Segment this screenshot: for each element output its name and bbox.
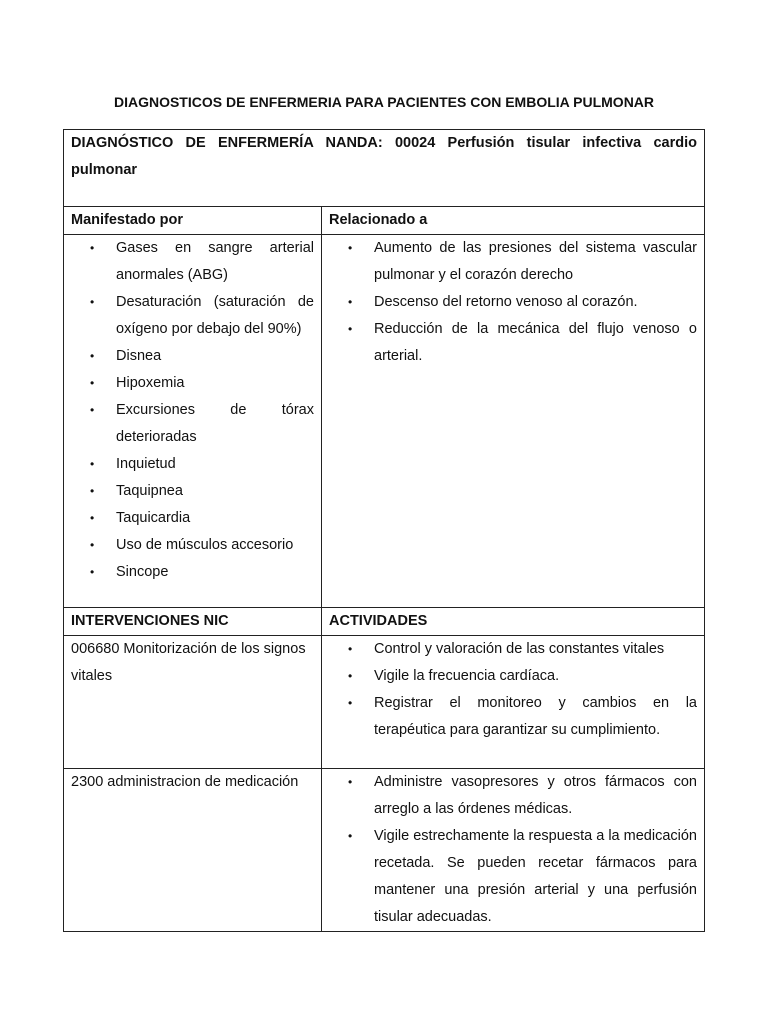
list-item xyxy=(71,478,314,505)
bullet-icon: • xyxy=(348,241,353,255)
header-intervenciones: INTERVENCIONES NIC xyxy=(64,608,322,636)
bullet-icon: • xyxy=(348,829,353,843)
header-manifestado: Manifestado por xyxy=(64,207,322,235)
list-item xyxy=(329,663,697,690)
activities-list xyxy=(329,636,697,744)
diagnosis-row xyxy=(64,130,705,207)
bullet-icon: • xyxy=(90,565,95,579)
list-item xyxy=(329,823,697,931)
list-item xyxy=(329,289,697,316)
activities-cell xyxy=(322,636,705,769)
activities-list xyxy=(329,769,697,931)
diagnosis-text: DIAGNÓSTICO DE ENFERMERÍA NANDA: 00024 Perfusión tisular infectiva cardio pulmonar xyxy=(71,135,697,178)
list-item xyxy=(71,559,314,586)
list-item-text: Taquipnea xyxy=(116,483,183,499)
list-item xyxy=(71,451,314,478)
list-item xyxy=(329,636,697,663)
intervention-header-row xyxy=(64,608,705,636)
list-item xyxy=(71,289,314,343)
list-item-text: Hipoxemia xyxy=(116,375,185,391)
list-item-text: Registrar el monitoreo y cambios en la terapéutica para garantizar su cumplimiento. xyxy=(374,695,697,738)
relacionado-list xyxy=(329,235,697,370)
list-item-text: Desaturación (saturación de oxígeno por debajo del 90%) xyxy=(116,294,314,337)
list-item-text: Administre vasopresores y otros fármacos con arreglo a las órdenes médicas. xyxy=(374,774,697,817)
bullet-icon: • xyxy=(348,322,353,336)
header-actividades: ACTIVIDADES xyxy=(322,608,705,636)
intervention-name: 2300 administracion de medicación xyxy=(64,769,322,932)
list-item xyxy=(329,769,697,823)
manifestado-list xyxy=(71,235,314,586)
bullet-icon: • xyxy=(90,511,95,525)
list-item-text: Disnea xyxy=(116,348,162,364)
list-item-text: Vigile la frecuencia cardíaca. xyxy=(374,668,560,684)
list-item-text: Vigile estrechamente la respuesta a la medicación recetada. Se pueden recetar fármacos para mantener una presión arterial y una perfusión tisular adecuadas. xyxy=(374,828,697,925)
list-item xyxy=(71,235,314,289)
relacionado-cell xyxy=(322,235,705,608)
bullet-icon: • xyxy=(348,642,353,656)
page-title: DIAGNOSTICOS DE ENFERMERIA PARA PACIENTES CON EMBOLIA PULMONAR xyxy=(113,94,655,110)
list-item xyxy=(71,397,314,451)
manifest-content-row xyxy=(64,235,705,608)
list-item-text: Control y valoración de las constantes vitales xyxy=(374,641,665,657)
activities-cell xyxy=(322,769,705,932)
intervention-row xyxy=(64,636,705,769)
header-relacionado: Relacionado a xyxy=(322,207,705,235)
bullet-icon: • xyxy=(348,295,353,309)
diagnosis-cell xyxy=(64,130,705,207)
list-item-text: Gases en sangre arterial anormales (ABG) xyxy=(116,240,314,283)
manifest-header-row xyxy=(64,207,705,235)
list-item xyxy=(329,316,697,370)
list-item-text: Uso de músculos accesorio xyxy=(116,537,294,553)
list-item xyxy=(329,235,697,289)
list-item xyxy=(71,343,314,370)
list-item xyxy=(329,690,697,744)
intervention-row xyxy=(64,769,705,932)
bullet-icon: • xyxy=(90,349,95,363)
list-item-text: Reducción de la mecánica del flujo venoso o arterial. xyxy=(374,321,697,364)
bullet-icon: • xyxy=(90,403,95,417)
list-item-text: Sincope xyxy=(116,564,169,580)
list-item-text: Excursiones de tórax deterioradas xyxy=(116,402,314,445)
list-item xyxy=(71,505,314,532)
list-item xyxy=(71,532,314,559)
list-item xyxy=(71,370,314,397)
bullet-icon: • xyxy=(348,775,353,789)
list-item-text: Taquicardia xyxy=(116,510,191,526)
bullet-icon: • xyxy=(90,241,95,255)
bullet-icon: • xyxy=(90,376,95,390)
list-item-text: Aumento de las presiones del sistema vascular pulmonar y el corazón derecho xyxy=(374,240,697,283)
bullet-icon: • xyxy=(90,457,95,471)
bullet-icon: • xyxy=(348,669,353,683)
manifestado-cell xyxy=(64,235,322,608)
intervention-name: 006680 Monitorización de los signos vitales xyxy=(64,636,322,769)
list-item-text: Inquietud xyxy=(116,456,176,472)
bullet-icon: • xyxy=(90,538,95,552)
list-item-text: Descenso del retorno venoso al corazón. xyxy=(374,294,638,310)
bullet-icon: • xyxy=(90,295,95,309)
nursing-diagnosis-table xyxy=(63,129,705,932)
bullet-icon: • xyxy=(90,484,95,498)
bullet-icon: • xyxy=(348,696,353,710)
